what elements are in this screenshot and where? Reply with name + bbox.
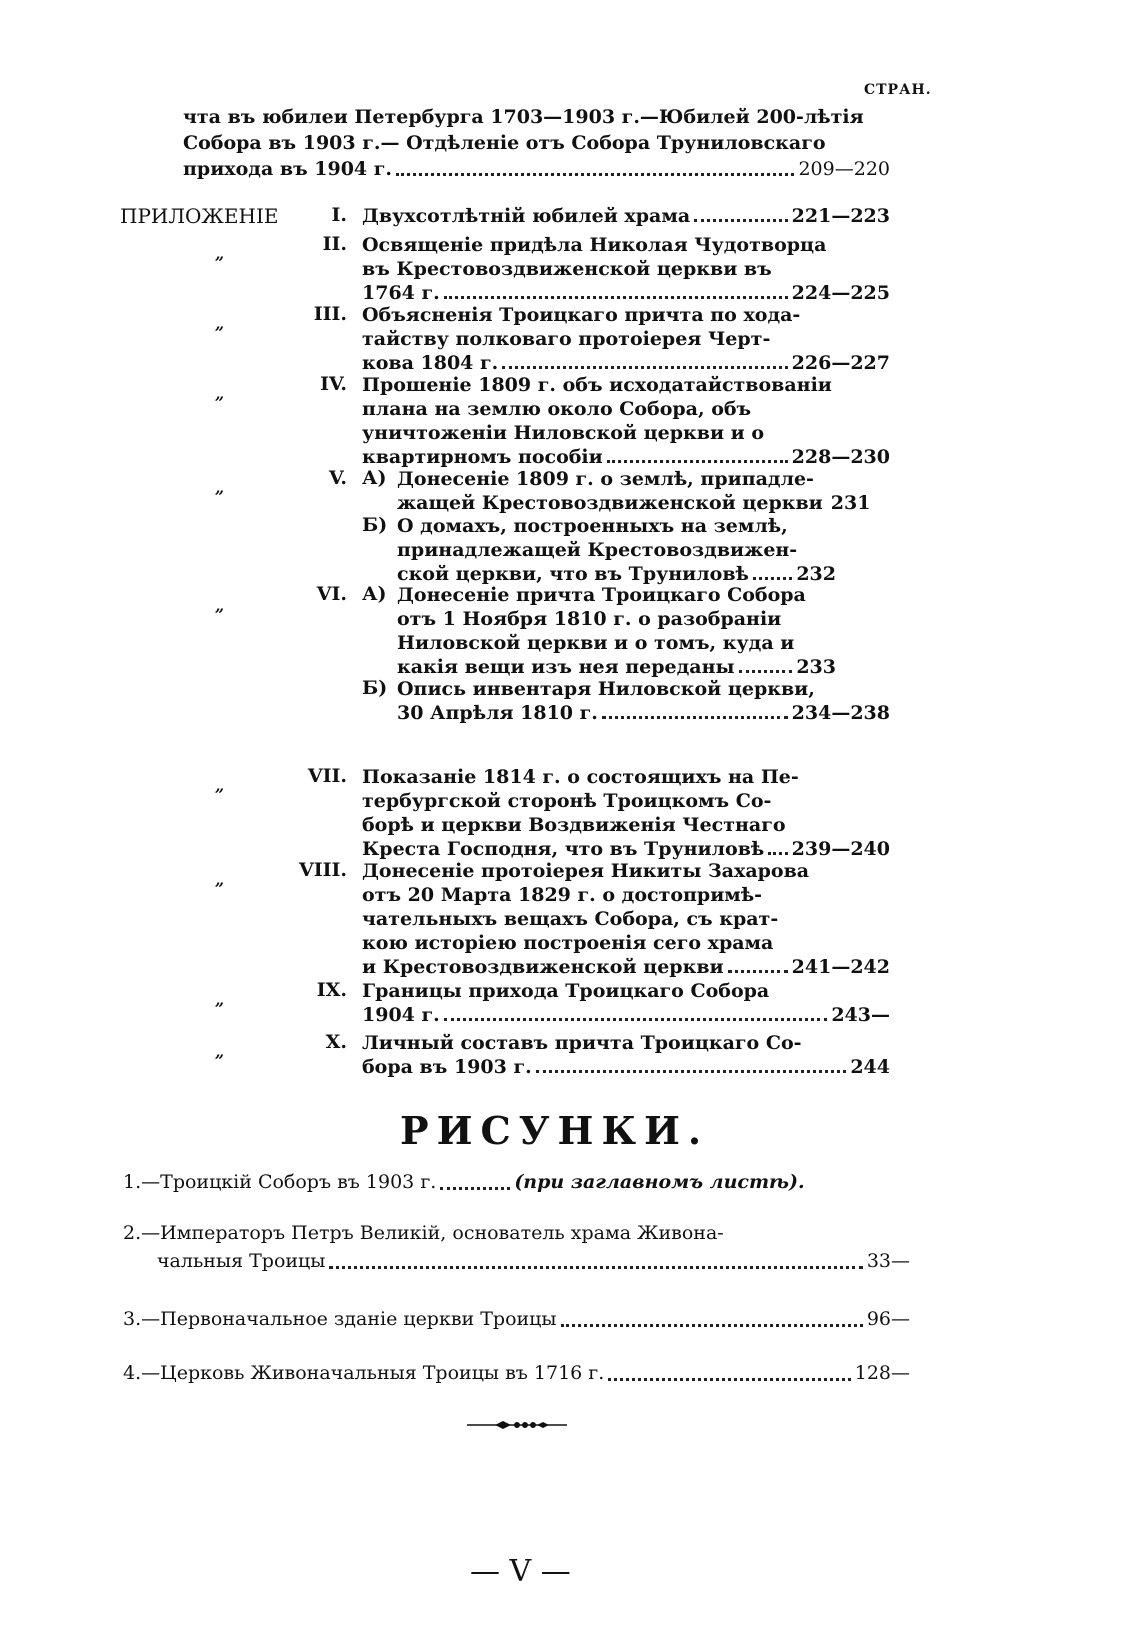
- appendix-entry: [362, 859, 890, 979]
- ditto-mark: „: [215, 314, 225, 333]
- page-ref: 209—220: [798, 158, 890, 180]
- intro-line: чта въ юбилеи Петербурга 1703—1903 г.—Юбилей 200-лѣтія: [183, 106, 864, 128]
- dot-leader: [561, 1324, 863, 1327]
- page-ref: (при заглавномъ листѣ).: [514, 1171, 805, 1193]
- entry-line: О домахъ, построенныхъ на землѣ,: [397, 515, 788, 537]
- page-number: — V —: [470, 1554, 571, 1589]
- figure-title: Императоръ Петръ Великій, основатель храма Живона-: [160, 1222, 724, 1244]
- entry-line: принадлежащей Крестовоздвижен-: [397, 539, 798, 561]
- figure-entry: [123, 1168, 843, 1196]
- entry-line: Границы прихода Троицкаго Собора: [362, 980, 770, 1002]
- roman-numeral: IV.: [320, 373, 347, 395]
- entry-line: жащей Крестовоздвиженской церкви: [397, 492, 823, 514]
- page-ref: 231: [830, 492, 871, 514]
- figure-number: 2.—: [123, 1222, 161, 1244]
- entry-line: 1904 г.: [362, 1004, 440, 1026]
- entry-leader-line: [397, 655, 836, 679]
- figure-title: Троицкій Соборъ въ 1903 г.: [160, 1171, 437, 1193]
- roman-numeral: III.: [313, 303, 347, 325]
- entry-line: и Крестовоздвиженской церкви: [362, 956, 724, 978]
- entry-line: Донесеніе протоіерея Никиты Захарова: [362, 860, 810, 882]
- appendix-entry: [397, 467, 871, 515]
- entry-line: въ Крестовоздвиженской церкви въ: [362, 258, 772, 280]
- dot-leader: [444, 296, 788, 299]
- entry-line: квартирномъ пособіи: [362, 446, 603, 468]
- roman-numeral: II.: [322, 233, 347, 255]
- entry-line: плана на землю около Собора, объ: [362, 398, 752, 420]
- dot-leader: [396, 173, 794, 176]
- page-ref: 232: [796, 563, 836, 585]
- entry-line: Личный составъ причта Троицкаго Со-: [362, 1032, 802, 1054]
- entry-leader-line: [362, 204, 890, 228]
- entry-line: борѣ и церкви Воздвиженія Честнаго: [362, 814, 786, 836]
- ditto-mark: „: [215, 776, 225, 795]
- page-ref: 128—: [854, 1362, 910, 1384]
- figure-leader-line: [123, 1247, 910, 1275]
- entry-leader-line: [362, 955, 890, 979]
- figure-entry: [123, 1305, 910, 1333]
- entry-line: отъ 1 Ноября 1810 г. о разобраніи: [397, 608, 782, 630]
- entry-leader-line: [362, 281, 890, 305]
- entry-leader-line: [397, 491, 871, 515]
- sub-label: Б): [362, 677, 388, 699]
- page-ref: 96—: [866, 1308, 910, 1330]
- appendix-entry: [397, 583, 836, 679]
- appendix-entry: [362, 373, 890, 469]
- appendix-entry: [362, 204, 890, 228]
- entry-line: Опись инвентаря Ниловской церкви,: [397, 678, 815, 700]
- appendix-entry: [362, 765, 890, 861]
- entry-line: Показаніе 1814 г. о состоящихъ на Пе-: [362, 766, 799, 788]
- entry-line: уничтоженіи Ниловской церкви и о: [362, 422, 765, 444]
- page-ref: 33—: [866, 1250, 910, 1272]
- roman-numeral: VII.: [307, 765, 347, 787]
- ditto-mark: „: [215, 478, 225, 497]
- dot-leader: [608, 1378, 850, 1381]
- dot-leader: [536, 1070, 847, 1073]
- dot-leader: [607, 460, 788, 463]
- appendix-entry: [362, 1031, 890, 1079]
- dot-leader: [739, 670, 793, 673]
- dot-leader: [440, 1187, 510, 1190]
- ditto-mark: „: [215, 990, 225, 1009]
- appendix-entry: [397, 677, 890, 725]
- intro-line: Собора въ 1903 г.— Отдѣленіе отъ Собора Труниловскаго: [183, 132, 826, 154]
- page-ref: 234—238: [791, 702, 890, 724]
- dot-leader: [768, 852, 787, 855]
- entry-line: 1764 г.: [362, 282, 440, 304]
- entry-line: кова 1804 г.: [362, 352, 499, 374]
- entry-leader-line: [397, 701, 890, 725]
- ornament-divider: [467, 1419, 567, 1431]
- dot-leader: [444, 1018, 828, 1021]
- figure-leader-line: [123, 1359, 910, 1387]
- sub-label: А): [362, 467, 387, 489]
- appendix-entry: [362, 233, 890, 305]
- sub-label: А): [362, 583, 387, 605]
- entry-line: чательныхъ вещахъ Собора, съ крат-: [362, 908, 779, 930]
- ditto-mark: „: [215, 1042, 225, 1061]
- entry-leader-line: [362, 1003, 890, 1027]
- ditto-mark: „: [215, 244, 225, 263]
- entry-line: Креста Господня, что въ Труниловѣ: [362, 838, 765, 860]
- sub-label: Б): [362, 514, 388, 536]
- figure-number: 3.—: [123, 1308, 161, 1330]
- roman-numeral: V.: [328, 467, 347, 489]
- page-ref: 224—225: [791, 282, 890, 304]
- page-ref: 226—227: [791, 352, 890, 374]
- entry-line: Освященіе придѣла Николая Чудотворца: [362, 234, 827, 256]
- dot-leader: [728, 970, 788, 973]
- entry-leader-line: [362, 445, 890, 469]
- roman-numeral: X.: [325, 1031, 347, 1053]
- appendix-entry: [362, 303, 890, 375]
- page-ref: 239—240: [791, 838, 890, 860]
- page-ref: 228—230: [791, 446, 890, 468]
- page-ref: 243—: [831, 1004, 890, 1026]
- ditto-mark: „: [215, 384, 225, 403]
- entry-line: тайству полковаго протоіерея Черт-: [362, 328, 771, 350]
- dot-leader: [753, 577, 792, 580]
- roman-numeral: VIII.: [298, 859, 347, 881]
- figure-title: чальныя Троицы: [157, 1250, 326, 1272]
- figure-line: [123, 1219, 910, 1247]
- intro-paragraph: [183, 104, 890, 182]
- roman-numeral: I.: [331, 204, 347, 226]
- ditto-mark: „: [215, 870, 225, 889]
- roman-numeral: IX.: [316, 979, 347, 1001]
- dot-leader: [602, 716, 788, 719]
- figure-entry: [123, 1219, 910, 1275]
- entry-line: Объясненія Троицкаго причта по хода-: [362, 304, 801, 326]
- appendix-entry: [397, 514, 836, 586]
- entry-line: бора въ 1903 г.: [362, 1056, 532, 1078]
- entry-line: отъ 20 Марта 1829 г. о достопримѣ-: [362, 884, 763, 906]
- entry-line: Двухсотлѣтній юбилей храма: [362, 205, 691, 227]
- entry-line: Ниловской церкви и о томъ, куда и: [397, 632, 795, 654]
- page-ref: 221—223: [791, 205, 890, 227]
- entry-line: тербургской сторонѣ Троицкомъ Со-: [362, 790, 772, 812]
- page-column-label: СТРАН.: [864, 82, 932, 98]
- figure-title: Первоначальное зданіе церкви Троицы: [160, 1308, 557, 1330]
- figure-entry: [123, 1359, 910, 1387]
- entry-line: кою исторіею построенія сего храма: [362, 932, 774, 954]
- intro-line: прихода въ 1904 г.: [183, 158, 393, 180]
- dot-leader: [502, 366, 787, 369]
- entry-line: какія вещи изъ нея переданы: [397, 656, 735, 678]
- dot-leader: [329, 1266, 862, 1269]
- entry-leader-line: [362, 1055, 890, 1079]
- figures-heading: РИСУНКИ.: [400, 1108, 710, 1153]
- figure-number: 4.—: [123, 1362, 161, 1384]
- roman-numeral: VI.: [316, 583, 347, 605]
- page-ref: 233: [796, 656, 836, 678]
- appendix-entry: [362, 979, 890, 1027]
- entry-line: Донесеніе 1809 г. о землѣ, припадле-: [397, 468, 814, 490]
- intro-leader-line: [183, 156, 890, 182]
- entry-line: 30 Апрѣля 1810 г.: [397, 702, 598, 724]
- entry-line: ской церкви, что въ Труниловѣ: [397, 563, 749, 585]
- page-ref: 241—242: [791, 956, 890, 978]
- entry-line: Донесеніе причта Троицкаго Собора: [397, 584, 806, 606]
- entry-leader-line: [362, 351, 890, 375]
- ditto-mark: „: [215, 596, 225, 615]
- figure-leader-line: [123, 1305, 910, 1333]
- figure-leader-line: [123, 1168, 843, 1196]
- figure-number: 1.—: [123, 1171, 161, 1193]
- entry-leader-line: [362, 837, 890, 861]
- entry-line: Прошеніе 1809 г. объ исходатайствованіи: [362, 374, 832, 396]
- figure-title: Церковь Живоначальныя Троицы въ 1716 г.: [160, 1362, 605, 1384]
- appendix-label: ПРИЛОЖЕНІЕ: [120, 204, 279, 228]
- page-ref: 244: [850, 1056, 890, 1078]
- dot-leader: [694, 219, 788, 222]
